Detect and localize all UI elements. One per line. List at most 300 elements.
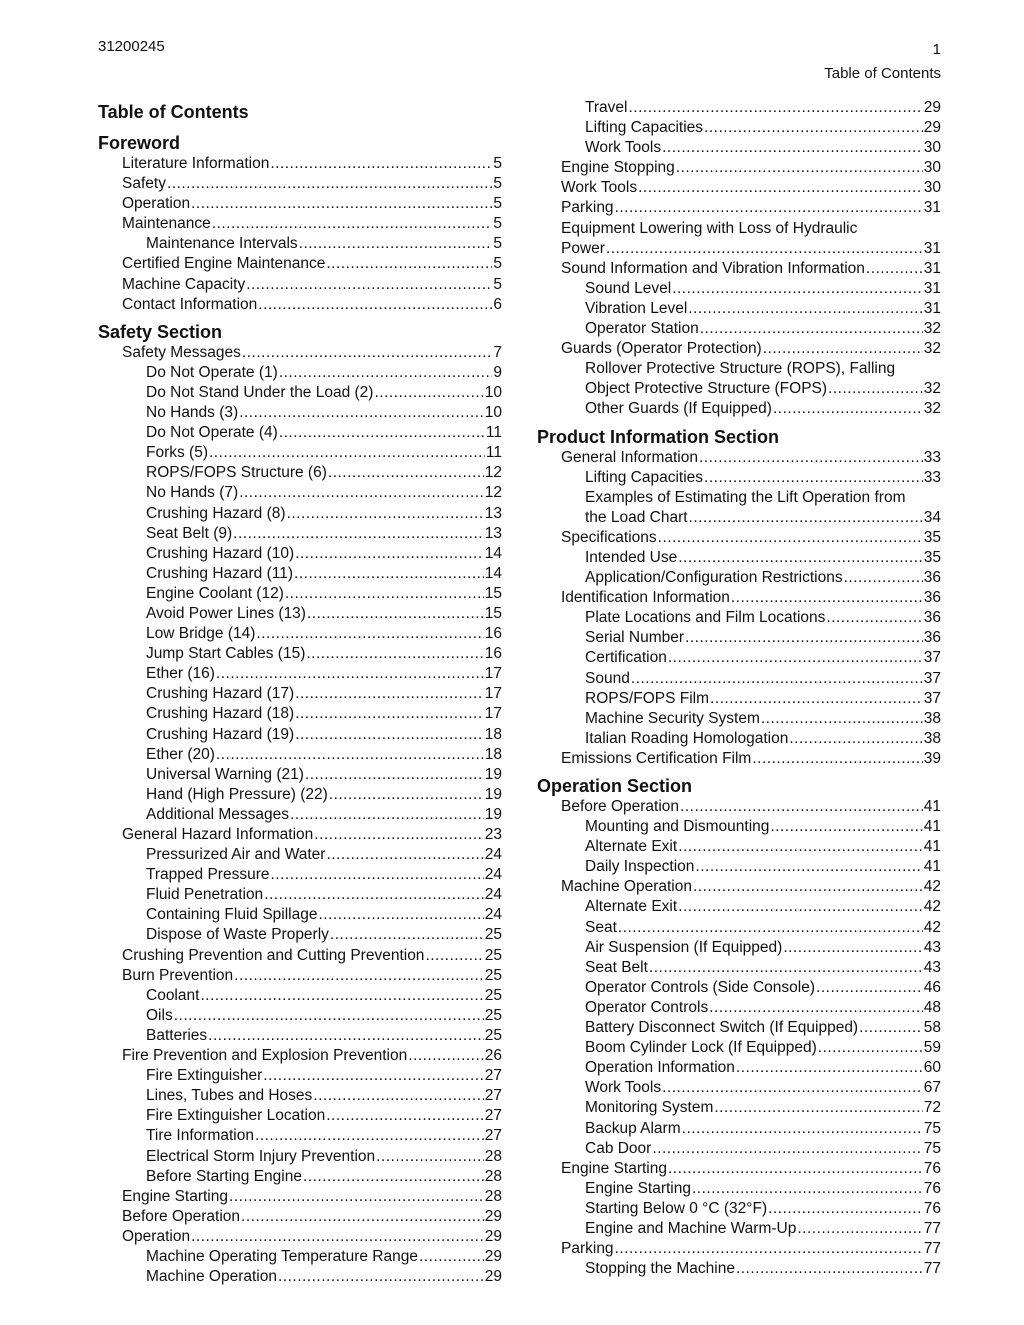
toc-entry[interactable]: [98, 363, 502, 383]
toc-entry[interactable]: [537, 689, 941, 709]
toc-entry-title: Operator Station: [585, 320, 699, 338]
toc-entry[interactable]: [98, 174, 502, 194]
toc-page-number: 10: [484, 383, 502, 401]
toc-entry[interactable]: [537, 588, 941, 608]
dot-leader: [662, 138, 923, 158]
toc-page-number: 5: [493, 195, 502, 213]
toc-page-number: 17: [484, 665, 502, 683]
toc-page-number: 76: [923, 1199, 941, 1217]
dot-leader: [216, 664, 484, 684]
toc-entry[interactable]: [98, 725, 502, 745]
toc-entry[interactable]: [537, 857, 941, 877]
toc-page-number: 77: [923, 1260, 941, 1278]
toc-page-number: 43: [923, 938, 941, 956]
toc-entry-title: Specifications: [561, 528, 657, 546]
toc-page-number: 33: [923, 448, 941, 466]
toc-page-number: 31: [923, 259, 941, 277]
toc-entry[interactable]: [98, 1207, 502, 1227]
toc-page-number: 30: [923, 139, 941, 157]
toc-entry[interactable]: [98, 986, 502, 1006]
toc-entry[interactable]: [537, 998, 941, 1018]
dot-leader: [680, 797, 923, 817]
toc-page-number: 29: [923, 119, 941, 137]
toc-page-number: 32: [923, 400, 941, 418]
dot-leader: [234, 966, 484, 986]
toc-entry[interactable]: [537, 118, 941, 138]
dot-leader: [688, 299, 922, 319]
toc-entry[interactable]: [537, 877, 941, 897]
toc-entry-title: Machine Security System: [585, 709, 760, 727]
dot-leader: [789, 729, 922, 749]
toc-entry-title: Machine Operation: [146, 1268, 277, 1286]
toc-entry[interactable]: [537, 897, 941, 917]
toc-entry[interactable]: [98, 423, 502, 443]
toc-entry-title: Do Not Stand Under the Load (2): [146, 383, 374, 401]
toc-entry-title: Safety: [122, 175, 166, 193]
toc-entry[interactable]: [537, 669, 941, 689]
toc-entry[interactable]: [537, 648, 941, 668]
toc-entry-title: Tire Information: [146, 1127, 254, 1145]
dot-leader: [191, 1227, 484, 1247]
toc-entry[interactable]: [537, 1119, 941, 1139]
toc-entry-title: Monitoring System: [585, 1099, 714, 1117]
toc-entry-title: Crushing Prevention and Cutting Prevention: [122, 946, 425, 964]
toc-entry-title: Engine Coolant (12): [146, 584, 284, 602]
dot-leader: [736, 1259, 923, 1279]
toc-entry[interactable]: [537, 1139, 941, 1159]
dot-leader: [700, 319, 923, 339]
dot-leader: [678, 897, 923, 917]
toc-entry[interactable]: [537, 198, 941, 218]
toc-page-number: 41: [923, 858, 941, 876]
toc-entry-title: Battery Disconnect Switch (If Equipped): [585, 1019, 859, 1037]
toc-entry[interactable]: [98, 905, 502, 925]
toc-entry[interactable]: [98, 524, 502, 544]
toc-page-number: 7: [493, 343, 502, 361]
dot-leader: [294, 564, 484, 584]
toc-entry-title: Hand (High Pressure) (22): [146, 785, 328, 803]
toc-page-number: 5: [493, 275, 502, 293]
toc-entry[interactable]: [537, 797, 941, 817]
dot-leader: [303, 1167, 484, 1187]
dot-leader: [419, 1247, 484, 1267]
toc-page-number: 25: [484, 966, 502, 984]
toc-section-heading: Safety Section: [98, 321, 223, 342]
toc-entry-title: Fire Extinguisher: [146, 1067, 263, 1085]
dot-leader: [629, 98, 923, 118]
toc-page-number: 77: [923, 1240, 941, 1258]
toc-entry[interactable]: [98, 1267, 502, 1287]
toc-page-number: 24: [484, 906, 502, 924]
dot-leader: [212, 214, 493, 234]
toc-entry[interactable]: [537, 158, 941, 178]
toc-page-number: 38: [923, 709, 941, 727]
dot-leader: [615, 1239, 923, 1259]
toc-entry[interactable]: [537, 1159, 941, 1179]
toc-entry-title: Air Suspension (If Equipped): [585, 938, 783, 956]
toc-entry[interactable]: [98, 644, 502, 664]
toc-entry-title: Batteries: [146, 1026, 208, 1044]
toc-entry-title: Plate Locations and Film Locations: [585, 609, 826, 627]
toc-entry[interactable]: [537, 978, 941, 998]
dot-leader: [731, 588, 923, 608]
dot-leader: [618, 918, 923, 938]
toc-entry[interactable]: [98, 1086, 502, 1106]
toc-entry[interactable]: [537, 239, 941, 259]
toc-entry[interactable]: [537, 399, 941, 419]
toc-entry[interactable]: [537, 817, 941, 837]
toc-page-number: 29: [484, 1268, 502, 1286]
toc-entry[interactable]: [537, 568, 941, 588]
toc-entry[interactable]: [98, 234, 502, 254]
toc-entry[interactable]: [98, 584, 502, 604]
toc-entry[interactable]: [98, 1167, 502, 1187]
toc-entry-title: Other Guards (If Equipped): [585, 400, 772, 418]
dot-leader: [329, 785, 484, 805]
toc-page-number: 24: [484, 886, 502, 904]
toc-entry-title: Fluid Penetration: [146, 886, 264, 904]
toc-left-column: [98, 98, 502, 1287]
dot-leader: [828, 379, 923, 399]
toc-entry-title: Trapped Pressure: [146, 866, 270, 884]
toc-entry[interactable]: [98, 664, 502, 684]
toc-entry-title: Ether (16): [146, 665, 215, 683]
toc-entry[interactable]: [537, 138, 941, 158]
toc-page-number: 35: [923, 528, 941, 546]
dot-leader: [313, 1086, 483, 1106]
toc-page-number: 76: [923, 1159, 941, 1177]
toc-entry[interactable]: [537, 1179, 941, 1199]
toc-page-number: 19: [484, 765, 502, 783]
toc-entry[interactable]: [537, 508, 941, 528]
dot-leader: [326, 845, 483, 865]
toc-entry[interactable]: [537, 938, 941, 958]
toc-entry[interactable]: [98, 254, 502, 274]
toc-entry-title: Work Tools: [585, 1079, 662, 1097]
toc-section-heading: Operation Section: [537, 776, 693, 796]
toc-entry[interactable]: [98, 885, 502, 905]
toc-entry[interactable]: [98, 604, 502, 624]
dot-leader: [704, 118, 923, 138]
toc-entry-title: Low Bridge (14): [146, 625, 256, 643]
toc-entry-title: Sound Information and Vibration Information: [561, 259, 865, 277]
toc-entry[interactable]: [98, 383, 502, 403]
toc-page-number: 28: [484, 1187, 502, 1205]
toc-entry[interactable]: [98, 966, 502, 986]
toc-page-number: 18: [484, 725, 502, 743]
toc-entry[interactable]: [537, 1219, 941, 1239]
toc-entry[interactable]: [98, 845, 502, 865]
dot-leader: [209, 443, 485, 463]
toc-entry-title: Additional Messages: [146, 805, 290, 823]
toc-entry[interactable]: [98, 624, 502, 644]
toc-page-number: 25: [484, 1026, 502, 1044]
dot-leader: [246, 275, 492, 295]
toc-page-number: 19: [484, 805, 502, 823]
dot-leader: [672, 279, 923, 299]
toc-entry[interactable]: [537, 359, 941, 379]
dot-leader: [264, 885, 484, 905]
toc-page-number: 27: [484, 1107, 502, 1125]
toc-entry[interactable]: [98, 154, 502, 174]
dot-leader: [768, 1199, 923, 1219]
dot-leader: [279, 423, 485, 443]
toc-page-number: 36: [923, 629, 941, 647]
toc-entry-title: Operation: [122, 195, 191, 213]
toc-entry[interactable]: [98, 1106, 502, 1126]
toc-entry[interactable]: [537, 1199, 941, 1219]
toc-entry[interactable]: [98, 1147, 502, 1167]
toc-entry[interactable]: [98, 275, 502, 295]
toc-entry-title: Sound Level: [585, 279, 672, 297]
dot-leader: [689, 508, 923, 528]
toc-entry-title: Crushing Hazard (17): [146, 685, 295, 703]
toc-page-number: 32: [923, 320, 941, 338]
toc-title: Table of Contents: [98, 102, 249, 122]
toc-entry[interactable]: [98, 946, 502, 966]
toc-entry[interactable]: [98, 483, 502, 503]
toc-entry-title: Containing Fluid Spillage: [146, 906, 318, 924]
toc-entry-title: Equipment Lowering with Loss of Hydraulic: [561, 219, 858, 237]
toc-page-number: 67: [923, 1079, 941, 1097]
toc-entry[interactable]: [98, 214, 502, 234]
toc-page-number: 25: [484, 986, 502, 1004]
toc-page-number: 36: [923, 569, 941, 587]
dot-leader: [685, 628, 923, 648]
toc-entry-title: Do Not Operate (4): [146, 424, 278, 442]
toc-page-number: 75: [923, 1139, 941, 1157]
toc-entry[interactable]: [537, 319, 941, 339]
toc-entry[interactable]: [537, 279, 941, 299]
toc-page-number: 16: [484, 645, 502, 663]
toc-entry-title: Parking: [561, 1240, 614, 1258]
toc-entry[interactable]: [537, 548, 941, 568]
dot-leader: [285, 584, 484, 604]
toc-entry[interactable]: [537, 709, 941, 729]
toc-page-number: 25: [484, 946, 502, 964]
toc-entry-title: Maintenance Intervals: [146, 235, 298, 253]
toc-entry[interactable]: [537, 528, 941, 548]
toc-page-number: 13: [484, 524, 502, 542]
toc-entry[interactable]: [537, 958, 941, 978]
dot-leader: [208, 1026, 484, 1046]
toc-section-heading: Product Information Section: [537, 426, 780, 447]
toc-entry[interactable]: [98, 1026, 502, 1046]
dot-leader: [295, 684, 484, 704]
dot-leader: [258, 295, 492, 315]
dot-leader: [658, 528, 923, 548]
toc-page-number: 26: [484, 1047, 502, 1065]
toc-entry[interactable]: [537, 1038, 941, 1058]
toc-entry-title: the Load Chart: [585, 508, 688, 526]
dot-leader: [752, 749, 922, 769]
toc-section-heading: Foreword: [98, 133, 181, 153]
toc-entry-title: Avoid Power Lines (13): [146, 604, 306, 622]
toc-entry-title: Daily Inspection: [585, 858, 695, 876]
dot-leader: [770, 817, 922, 837]
toc-entry-title: Crushing Hazard (18): [146, 705, 295, 723]
page-header: [824, 38, 941, 86]
toc-entry[interactable]: [537, 468, 941, 488]
toc-page-number: 77: [923, 1219, 941, 1237]
toc-entry-title: Serial Number: [585, 629, 685, 647]
toc-entry[interactable]: [537, 628, 941, 648]
toc-page-number: 37: [923, 649, 941, 667]
dot-leader: [631, 669, 923, 689]
dot-leader: [797, 1219, 922, 1239]
dot-leader: [270, 154, 492, 174]
toc-entry[interactable]: [98, 825, 502, 845]
toc-entry-title: Vibration Level: [585, 299, 688, 317]
toc-entry[interactable]: [537, 1018, 941, 1038]
toc-entry[interactable]: [98, 805, 502, 825]
toc-entry[interactable]: [98, 1066, 502, 1086]
toc-entry[interactable]: [537, 1098, 941, 1118]
toc-entry[interactable]: [537, 608, 941, 628]
toc-entry[interactable]: [98, 1187, 502, 1207]
toc-entry-title: Guards (Operator Protection): [561, 340, 762, 358]
toc-entry-title: Fire Extinguisher Location: [146, 1107, 326, 1125]
toc-page-number: 23: [484, 826, 502, 843]
toc-page-number: 25: [484, 1006, 502, 1024]
toc-page-number: 72: [923, 1099, 941, 1117]
toc-entry-title: General Information: [561, 448, 698, 466]
toc-entry-title: Oils: [146, 1006, 173, 1024]
dot-leader: [305, 765, 484, 785]
dot-leader: [295, 704, 484, 724]
toc-entry-title: Burn Prevention: [122, 966, 234, 984]
toc-page-number: 5: [493, 255, 502, 273]
toc-entry-title: Before Operation: [122, 1207, 241, 1225]
toc-page-number: 31: [923, 199, 941, 217]
toc-entry-title: Lifting Capacities: [585, 119, 704, 137]
toc-entry-title: Power: [561, 239, 605, 257]
dot-leader: [761, 709, 923, 729]
toc-entry[interactable]: [98, 343, 502, 363]
toc-entry[interactable]: [98, 1247, 502, 1267]
dot-leader: [374, 383, 483, 403]
toc-entry[interactable]: [98, 1046, 502, 1066]
toc-page-number: 42: [923, 898, 941, 916]
toc-page-number: 14: [484, 564, 502, 582]
toc-entry[interactable]: [537, 259, 941, 279]
dot-leader: [615, 198, 923, 218]
toc-entry[interactable]: [98, 463, 502, 483]
toc-entry-title: Cab Door: [585, 1139, 652, 1157]
toc-page-number: 17: [484, 705, 502, 723]
toc-entry-title: Certified Engine Maintenance: [122, 255, 326, 273]
toc-page-number: 46: [923, 978, 941, 996]
toc-page-number: 5: [493, 155, 502, 172]
toc-entry[interactable]: [537, 339, 941, 359]
toc-entry[interactable]: [98, 765, 502, 785]
dot-leader: [229, 1187, 484, 1207]
toc-entry-title: Operation: [122, 1227, 191, 1245]
toc-entry[interactable]: [537, 1058, 941, 1078]
dot-leader: [314, 825, 483, 845]
toc-page-number: 60: [923, 1059, 941, 1077]
toc-entry[interactable]: [537, 837, 941, 857]
toc-page-number: 15: [484, 604, 502, 622]
toc-entry-title: Engine Starting: [585, 1179, 691, 1197]
toc-entry-title: Certification: [585, 649, 667, 667]
toc-entry-title: Machine Operation: [561, 878, 692, 896]
toc-entry[interactable]: [537, 1259, 941, 1279]
toc-page-number: 39: [923, 749, 941, 767]
toc-entry[interactable]: [537, 729, 941, 749]
dot-leader: [200, 986, 483, 1006]
dot-leader: [167, 174, 492, 194]
page-number: 1: [932, 41, 941, 58]
dot-leader: [682, 1119, 923, 1139]
toc-entry[interactable]: [537, 749, 941, 769]
dot-leader: [295, 725, 484, 745]
toc-entry[interactable]: [537, 1239, 941, 1259]
toc-page-number: 10: [484, 404, 502, 422]
toc-page-number: 11: [485, 444, 502, 462]
dot-leader: [233, 524, 484, 544]
toc-entry[interactable]: [98, 1227, 502, 1247]
toc-page-number: 38: [923, 729, 941, 747]
dot-leader: [676, 158, 923, 178]
dot-leader: [649, 958, 923, 978]
toc-entry[interactable]: [537, 178, 941, 198]
dot-leader: [241, 1207, 484, 1227]
toc-page-number: 14: [484, 544, 502, 562]
running-title: Table of Contents: [824, 65, 941, 82]
toc-entry-title: Alternate Exit: [585, 838, 678, 856]
toc-entry[interactable]: [537, 98, 941, 118]
toc-entry-title: Starting Below 0 °C (32°F): [585, 1199, 768, 1217]
toc-entry[interactable]: [98, 443, 502, 463]
toc-entry[interactable]: [98, 564, 502, 584]
toc-entry[interactable]: [98, 785, 502, 805]
toc-entry[interactable]: [98, 865, 502, 885]
toc-page-number: 5: [493, 235, 502, 253]
toc-entry[interactable]: [537, 1078, 941, 1098]
toc-entry[interactable]: [537, 379, 941, 399]
toc-entry-title: Universal Warning (21): [146, 765, 304, 783]
toc-page-number: 41: [923, 798, 941, 815]
toc-entry[interactable]: [98, 925, 502, 945]
toc-entry[interactable]: [537, 299, 941, 319]
toc-entry[interactable]: [537, 448, 941, 468]
toc-entry[interactable]: [98, 504, 502, 524]
toc-entry[interactable]: [537, 918, 941, 938]
toc-page-number: 59: [923, 1039, 941, 1057]
dot-leader: [638, 178, 923, 198]
toc-page-number: 6: [493, 295, 502, 313]
toc-entry[interactable]: [98, 194, 502, 214]
dot-leader: [709, 998, 923, 1018]
toc-entry[interactable]: [537, 219, 941, 239]
dot-leader: [678, 548, 923, 568]
toc-entry[interactable]: [98, 544, 502, 564]
toc-entry[interactable]: [98, 403, 502, 423]
toc-entry[interactable]: [98, 745, 502, 765]
toc-entry[interactable]: [98, 684, 502, 704]
toc-page-number: 31: [923, 239, 941, 257]
toc-entry-title: Mounting and Dismounting: [585, 818, 770, 836]
dot-leader: [736, 1058, 923, 1078]
toc-entry[interactable]: [98, 1126, 502, 1146]
toc-entry[interactable]: [98, 704, 502, 724]
toc-entry-title: Maintenance: [122, 215, 211, 233]
dot-leader: [174, 1006, 484, 1026]
toc-entry[interactable]: [98, 295, 502, 315]
toc-entry[interactable]: [98, 1006, 502, 1026]
toc-entry[interactable]: [537, 488, 941, 508]
